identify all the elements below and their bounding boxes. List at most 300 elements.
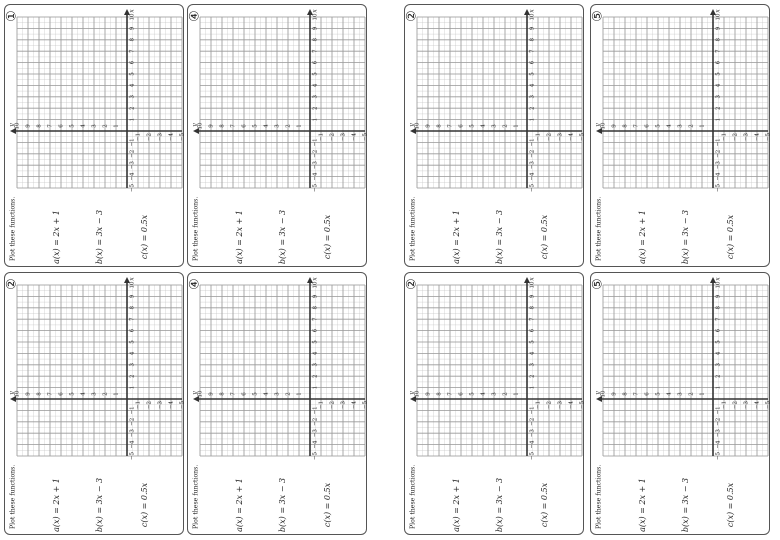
x-tick-label: −1: [715, 138, 722, 147]
function-a: a(x) = 2x + 1: [235, 478, 244, 532]
x-tick-label: −2: [129, 417, 136, 426]
x-tick-label: 10: [129, 13, 136, 21]
y-tick-label: 10: [414, 122, 421, 130]
y-tick-label: 2: [102, 392, 109, 396]
y-tick-label: 10: [14, 390, 21, 398]
y-tick-label: 2: [688, 392, 695, 396]
y-tick-label: −3: [557, 132, 564, 142]
x-axis-label: x: [714, 277, 722, 281]
y-tick-label: 7: [47, 392, 54, 396]
x-tick-label: 4: [129, 83, 136, 88]
x-tick-label: 10: [129, 281, 136, 289]
y-tick-label: 10: [600, 390, 607, 398]
instruction-text: Plot these functions.: [595, 464, 603, 529]
y-tick-label: 3: [491, 392, 498, 396]
y-tick-label: 4: [80, 124, 87, 128]
x-tick-label: −1: [715, 406, 722, 415]
y-tick-label: −5: [579, 132, 585, 142]
y-tick-label: 8: [436, 392, 443, 396]
y-tick-label: −1: [535, 400, 542, 410]
x-tick-label: 2: [715, 106, 722, 110]
y-tick-label: 5: [655, 392, 662, 396]
card-number-badge: ②: [405, 278, 420, 290]
instruction-text: Plot these functions.: [9, 196, 17, 261]
x-tick-label: 10: [715, 13, 722, 21]
x-tick-label: 5: [129, 72, 136, 76]
x-tick-label: 6: [312, 328, 319, 333]
y-tick-label: 4: [80, 392, 87, 396]
y-tick-label: −2: [546, 400, 553, 410]
x-tick-label: 6: [129, 60, 136, 65]
y-tick-label: −5: [179, 400, 185, 410]
y-tick-label: 8: [436, 124, 443, 128]
y-tick-label: 9: [25, 124, 32, 128]
y-tick-label: 9: [425, 392, 432, 396]
y-tick-label: 9: [208, 392, 215, 396]
card-number-badge: ①: [5, 10, 20, 22]
x-tick-label: −5: [129, 183, 136, 193]
y-tick-label: 6: [58, 124, 65, 128]
function-b: b(x) = 3x − 3: [681, 209, 690, 265]
x-tick-label: 2: [529, 106, 536, 110]
y-axis-label: y: [594, 391, 602, 395]
x-tick-label: −4: [715, 172, 722, 181]
y-tick-label: 6: [644, 392, 651, 396]
worksheet-card-left-2: [187, 4, 367, 267]
x-tick-label: 3: [312, 363, 319, 367]
function-b: b(x) = 3x − 3: [681, 477, 690, 533]
x-tick-label: 1: [529, 117, 536, 122]
y-tick-label: 5: [469, 392, 476, 396]
function-a: a(x) = 2x + 1: [235, 210, 244, 264]
x-tick-label: −2: [529, 149, 536, 158]
y-axis-label: y: [8, 123, 16, 127]
y-tick-label: 6: [241, 124, 248, 128]
x-axis-label: x: [128, 9, 136, 13]
x-tick-label: 6: [529, 60, 536, 65]
instruction-text: Plot these functions.: [409, 464, 417, 529]
graph-svg: [5, 5, 185, 268]
y-tick-label: 8: [36, 392, 43, 396]
x-tick-label: 7: [715, 317, 722, 321]
x-tick-label: 3: [529, 363, 536, 367]
y-tick-label: 1: [699, 124, 706, 128]
x-axis-label: x: [528, 9, 536, 13]
x-tick-label: 5: [529, 72, 536, 76]
y-tick-label: 5: [655, 124, 662, 128]
y-tick-label: −1: [318, 132, 325, 142]
x-tick-label: 9: [312, 294, 319, 299]
y-tick-label: 9: [611, 392, 618, 396]
y-tick-label: 5: [469, 124, 476, 128]
y-tick-label: −2: [732, 132, 739, 142]
y-tick-label: −1: [721, 400, 728, 410]
minor-grid: [600, 285, 768, 456]
x-tick-label: 6: [312, 60, 319, 65]
x-tick-label: −5: [312, 183, 319, 193]
y-tick-label: 2: [688, 124, 695, 128]
y-tick-label: −1: [135, 400, 142, 410]
y-tick-label: −4: [168, 400, 175, 410]
x-tick-label: 7: [312, 317, 319, 321]
graph-svg: [188, 5, 368, 268]
worksheet-card-right-2: [590, 4, 770, 267]
x-tick-label: −3: [529, 429, 536, 438]
y-tick-label: −4: [754, 132, 761, 142]
instruction-text: Plot these functions.: [192, 464, 200, 529]
y-tick-label: −5: [765, 132, 771, 142]
x-tick-label: 4: [529, 351, 536, 356]
y-tick-label: 7: [447, 392, 454, 396]
worksheet-card-left-4: [187, 272, 367, 535]
x-tick-label: 4: [312, 351, 319, 356]
function-a: a(x) = 2x + 1: [52, 210, 61, 264]
x-tick-label: 8: [715, 38, 722, 42]
x-tick-label: 7: [529, 49, 536, 53]
x-tick-label: 5: [715, 340, 722, 344]
x-axis-label: x: [714, 9, 722, 13]
x-tick-label: 10: [715, 281, 722, 289]
x-tick-label: −1: [129, 406, 136, 415]
x-tick-label: −3: [129, 161, 136, 170]
x-tick-label: 5: [312, 72, 319, 76]
x-tick-label: 7: [312, 49, 319, 53]
x-tick-label: −4: [715, 440, 722, 449]
y-tick-label: 7: [230, 392, 237, 396]
graph-svg: [591, 5, 771, 268]
x-tick-label: −5: [715, 451, 722, 461]
x-tick-label: −5: [312, 451, 319, 461]
x-tick-label: −1: [529, 138, 536, 147]
x-tick-label: 1: [715, 117, 722, 122]
graph-svg: [405, 273, 585, 536]
y-tick-label: 1: [296, 392, 303, 396]
function-a: a(x) = 2x + 1: [452, 478, 461, 532]
x-tick-label: 8: [715, 306, 722, 310]
minor-grid: [197, 17, 365, 188]
y-tick-label: −3: [340, 132, 347, 142]
x-tick-label: 2: [715, 374, 722, 378]
y-axis-label: y: [594, 123, 602, 127]
x-tick-label: 8: [529, 38, 536, 42]
y-tick-label: −5: [362, 132, 368, 142]
x-tick-label: −2: [312, 417, 319, 426]
x-tick-label: 8: [312, 38, 319, 42]
y-tick-label: −2: [329, 400, 336, 410]
y-tick-label: −3: [157, 132, 164, 142]
x-tick-label: 2: [529, 374, 536, 378]
y-tick-label: 3: [677, 392, 684, 396]
function-a: a(x) = 2x + 1: [638, 478, 647, 532]
y-tick-label: −3: [340, 400, 347, 410]
x-tick-label: 5: [529, 340, 536, 344]
card-number-badge: ②: [405, 10, 420, 22]
y-tick-label: 10: [14, 122, 21, 130]
y-tick-label: −4: [568, 400, 575, 410]
y-tick-label: 3: [91, 392, 98, 396]
x-tick-label: −4: [529, 172, 536, 181]
y-tick-label: −5: [579, 400, 585, 410]
x-tick-label: −4: [129, 172, 136, 181]
instruction-text: Plot these functions.: [192, 196, 200, 261]
y-tick-label: −1: [318, 400, 325, 410]
function-b: b(x) = 3x − 3: [495, 477, 504, 533]
x-tick-label: 9: [715, 294, 722, 299]
x-tick-label: 1: [129, 117, 136, 122]
y-tick-label: 6: [458, 124, 465, 128]
x-tick-label: 9: [129, 294, 136, 299]
y-tick-label: 7: [447, 124, 454, 128]
y-tick-label: −5: [179, 132, 185, 142]
x-tick-label: −3: [129, 429, 136, 438]
x-tick-label: 4: [129, 351, 136, 356]
x-tick-label: 5: [312, 340, 319, 344]
y-tick-label: 2: [502, 392, 509, 396]
minor-grid: [414, 17, 582, 188]
x-tick-label: 8: [312, 306, 319, 310]
card-number-badge: ②: [5, 278, 20, 290]
y-tick-label: −5: [362, 400, 368, 410]
function-b: b(x) = 3x − 3: [95, 477, 104, 533]
x-tick-label: 3: [715, 95, 722, 99]
y-tick-label: 1: [296, 124, 303, 128]
worksheet-card-left-3: [4, 272, 184, 535]
x-tick-label: 10: [312, 13, 319, 21]
y-axis-label: y: [191, 391, 199, 395]
graph-svg: [591, 273, 771, 536]
y-tick-label: 9: [611, 124, 618, 128]
y-tick-label: −5: [765, 400, 771, 410]
card-number-badge: ⑤: [591, 10, 606, 22]
y-tick-label: 6: [458, 392, 465, 396]
x-tick-label: 9: [129, 26, 136, 31]
y-tick-label: 10: [197, 390, 204, 398]
x-tick-label: 1: [129, 385, 136, 390]
x-tick-label: −4: [312, 440, 319, 449]
y-tick-label: 10: [600, 122, 607, 130]
x-tick-label: −3: [715, 429, 722, 438]
x-tick-label: −5: [129, 451, 136, 461]
graph-svg: [5, 273, 185, 536]
x-tick-label: 3: [312, 95, 319, 99]
y-tick-label: −1: [135, 132, 142, 142]
function-a: a(x) = 2x + 1: [452, 210, 461, 264]
y-tick-label: 9: [208, 124, 215, 128]
y-axis-label: y: [191, 123, 199, 127]
y-tick-label: −2: [546, 132, 553, 142]
y-tick-label: 4: [480, 392, 487, 396]
y-tick-label: 9: [25, 392, 32, 396]
x-tick-label: −2: [715, 417, 722, 426]
x-tick-label: 3: [529, 95, 536, 99]
x-tick-label: −2: [715, 149, 722, 158]
y-tick-label: −4: [351, 400, 358, 410]
minor-grid: [14, 17, 182, 188]
y-tick-label: 2: [102, 124, 109, 128]
y-tick-label: 8: [219, 392, 226, 396]
x-tick-label: 2: [129, 106, 136, 110]
x-tick-label: 9: [529, 26, 536, 31]
function-a: a(x) = 2x + 1: [638, 210, 647, 264]
y-tick-label: 4: [263, 124, 270, 128]
y-tick-label: 8: [36, 124, 43, 128]
x-tick-label: 8: [129, 306, 136, 310]
y-tick-label: −4: [168, 132, 175, 142]
x-axis-label: x: [311, 277, 319, 281]
worksheet-card-left-1: [4, 4, 184, 267]
x-tick-label: 9: [312, 26, 319, 31]
x-tick-label: 7: [129, 49, 136, 53]
card-number-badge: ④: [188, 10, 203, 22]
x-tick-label: −5: [529, 451, 536, 461]
x-tick-label: −4: [529, 440, 536, 449]
y-tick-label: −2: [146, 132, 153, 142]
worksheet-card-right-4: [590, 272, 770, 535]
x-axis-label: x: [528, 277, 536, 281]
x-tick-label: 6: [715, 328, 722, 333]
y-tick-label: 4: [480, 124, 487, 128]
y-tick-label: 1: [513, 124, 520, 128]
graph-svg: [405, 5, 585, 268]
x-tick-label: 10: [312, 281, 319, 289]
y-tick-label: 8: [622, 124, 629, 128]
y-tick-label: 2: [285, 392, 292, 396]
x-tick-label: 6: [129, 328, 136, 333]
y-tick-label: 5: [69, 392, 76, 396]
x-tick-label: −5: [715, 183, 722, 193]
x-tick-label: 5: [129, 340, 136, 344]
x-tick-label: −1: [312, 406, 319, 415]
function-c: c(x) = 0.5x: [726, 482, 735, 528]
x-tick-label: 8: [529, 306, 536, 310]
function-a: a(x) = 2x + 1: [52, 478, 61, 532]
x-tick-label: 4: [715, 83, 722, 88]
y-tick-label: 3: [274, 124, 281, 128]
x-tick-label: 1: [529, 385, 536, 390]
y-tick-label: 5: [69, 124, 76, 128]
x-tick-label: −2: [529, 417, 536, 426]
y-tick-label: 1: [513, 392, 520, 396]
y-tick-label: −4: [754, 400, 761, 410]
graph-svg: [188, 273, 368, 536]
y-tick-label: −2: [732, 400, 739, 410]
x-tick-label: 3: [715, 363, 722, 367]
x-tick-label: 2: [129, 374, 136, 378]
worksheet-card-right-1: [404, 4, 584, 267]
y-axis-label: y: [408, 391, 416, 395]
x-tick-label: −5: [529, 183, 536, 193]
y-tick-label: 8: [219, 124, 226, 128]
x-tick-label: 5: [715, 72, 722, 76]
y-tick-label: 6: [241, 392, 248, 396]
y-tick-label: −4: [351, 132, 358, 142]
function-b: b(x) = 3x − 3: [95, 209, 104, 265]
x-tick-label: −2: [129, 149, 136, 158]
card-number-badge: ⑤: [591, 278, 606, 290]
minor-grid: [197, 285, 365, 456]
y-tick-label: 5: [252, 392, 259, 396]
y-tick-label: 3: [274, 392, 281, 396]
x-axis-label: x: [311, 9, 319, 13]
function-b: b(x) = 3x − 3: [495, 209, 504, 265]
function-c: c(x) = 0.5x: [540, 214, 549, 260]
y-tick-label: −3: [557, 400, 564, 410]
y-axis-label: y: [408, 123, 416, 127]
y-tick-label: −4: [568, 132, 575, 142]
y-tick-label: 10: [197, 122, 204, 130]
y-tick-label: 4: [263, 392, 270, 396]
x-tick-label: −1: [312, 138, 319, 147]
x-tick-label: 7: [529, 317, 536, 321]
function-c: c(x) = 0.5x: [726, 214, 735, 260]
y-tick-label: 1: [113, 124, 120, 128]
instruction-text: Plot these functions.: [9, 464, 17, 529]
function-b: b(x) = 3x − 3: [278, 477, 287, 533]
x-tick-label: 7: [715, 49, 722, 53]
y-tick-label: 7: [47, 124, 54, 128]
y-tick-label: −2: [146, 400, 153, 410]
x-tick-label: 1: [312, 117, 319, 122]
x-axis-label: x: [128, 277, 136, 281]
x-tick-label: 4: [529, 83, 536, 88]
y-tick-label: 3: [491, 124, 498, 128]
x-tick-label: −4: [129, 440, 136, 449]
y-tick-label: −3: [157, 400, 164, 410]
y-tick-label: −1: [721, 132, 728, 142]
function-c: c(x) = 0.5x: [323, 214, 332, 260]
x-tick-label: 1: [715, 385, 722, 390]
y-tick-label: 1: [699, 392, 706, 396]
y-tick-label: 4: [666, 124, 673, 128]
function-b: b(x) = 3x − 3: [278, 209, 287, 265]
x-tick-label: −3: [312, 429, 319, 438]
x-tick-label: −3: [529, 161, 536, 170]
instruction-text: Plot these functions.: [595, 196, 603, 261]
x-tick-label: 1: [312, 385, 319, 390]
y-tick-label: 7: [230, 124, 237, 128]
minor-grid: [14, 285, 182, 456]
y-tick-label: 9: [425, 124, 432, 128]
instruction-text: Plot these functions.: [409, 196, 417, 261]
y-tick-label: 6: [58, 392, 65, 396]
x-tick-label: −1: [529, 406, 536, 415]
y-tick-label: 3: [91, 124, 98, 128]
x-tick-label: 6: [715, 60, 722, 65]
x-tick-label: 3: [129, 363, 136, 367]
worksheet-card-right-3: [404, 272, 584, 535]
x-tick-label: −3: [715, 161, 722, 170]
card-number-badge: ④: [188, 278, 203, 290]
x-tick-label: 4: [715, 351, 722, 356]
y-tick-label: −3: [743, 132, 750, 142]
x-tick-label: −4: [312, 172, 319, 181]
y-tick-label: −3: [743, 400, 750, 410]
x-tick-label: 8: [129, 38, 136, 42]
y-tick-label: 1: [113, 392, 120, 396]
function-c: c(x) = 0.5x: [140, 482, 149, 528]
y-tick-label: −2: [329, 132, 336, 142]
y-tick-label: −1: [535, 132, 542, 142]
y-tick-label: 2: [285, 124, 292, 128]
minor-grid: [600, 17, 768, 188]
function-c: c(x) = 0.5x: [140, 214, 149, 260]
y-tick-label: 7: [633, 392, 640, 396]
x-tick-label: 3: [129, 95, 136, 99]
x-tick-label: 9: [529, 294, 536, 299]
y-tick-label: 7: [633, 124, 640, 128]
y-tick-label: 4: [666, 392, 673, 396]
function-c: c(x) = 0.5x: [540, 482, 549, 528]
